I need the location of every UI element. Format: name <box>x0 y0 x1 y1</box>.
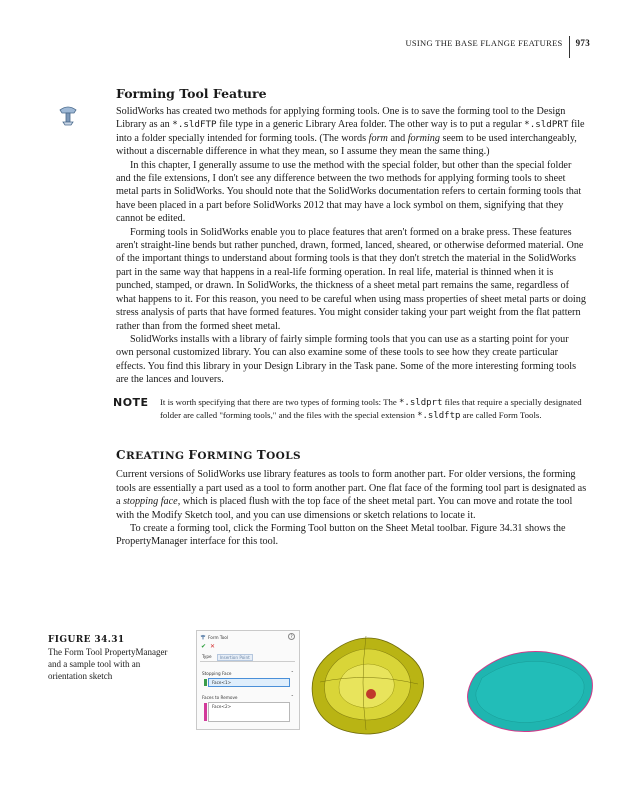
paragraph: In this chapter, I generally assume to use the method with the special folder, but other than the special folder and the file extensions, I don't see any difference between the two methods for applying forming tools to sheet metal parts in SolidWorks. You should note that the SolidWorks documentation refers to certain forming tools that have been placed in a part before SolidWorks 2012 that may have a lock symbol on them, signifying that they cannot be edited. <box>116 159 582 225</box>
note-text <box>116 396 588 423</box>
orientation-marker <box>366 689 376 699</box>
figure-illustration <box>300 622 600 742</box>
pm-tabs <box>200 654 295 662</box>
title-cap: F <box>188 448 198 463</box>
stopping-face-value: Face<1> <box>212 680 232 685</box>
form-tool-icon <box>200 634 206 640</box>
text-run: are called Form Tools. <box>460 409 542 420</box>
faces-remove-group <box>202 695 294 700</box>
pm-title: Form Tool <box>208 634 229 640</box>
emphasis-text: form <box>368 132 388 144</box>
stopping-face-label: Stopping Face <box>202 671 232 676</box>
figure-caption-text: The Form Tool PropertyManager and a sample tool with an orientation sketch <box>48 647 168 681</box>
text-run: files that require a specially designated folder are called "forming tools," and the files with the special extension <box>160 396 582 420</box>
figure-caption <box>48 634 168 682</box>
ok-button[interactable]: ✔ <box>201 643 207 650</box>
chevron-up-icon[interactable]: ⌃ <box>290 670 294 675</box>
code-text: *.sldPRT <box>524 119 569 131</box>
forming-tool-icon <box>58 104 78 126</box>
subsection-title <box>116 448 588 462</box>
main-content <box>113 86 588 549</box>
help-icon[interactable]: ? <box>288 633 295 640</box>
tab-type[interactable]: Type <box>202 654 212 659</box>
code-text: *.sldprt <box>399 397 443 408</box>
figure-number: FIGURE 34.31 <box>48 635 125 645</box>
title-cap: T <box>256 448 267 463</box>
running-head-title: USING THE BASE FLANGE FEATURES <box>405 38 563 48</box>
paragraph: Forming tools in SolidWorks enable you to place features that aren't formed on a brake press. These features aren't straight-line bends but rather punched, drawn, formed, lanced, sheared, or otherwise deformed material. One of the important things to understand about forming tools is that they don't stretch the material in the SolidWorks part in the same way that happens in a real-life forming operation. In real life, material is thinned when it is punched, stamped, or drawn. In SolidWorks, the thickness of a sheet metal part remains the same, regardless of what happens to it. For this reason, you need to be careful when using mass properties of sheet metal parts or doing stress analysis of parts that have formed features. You might consider taking your part weight from the flat pattern rather than from the formed sheet metal. <box>116 226 586 332</box>
paragraph: SolidWorks installs with a library of fairly simple forming tools that you can use as a starting point for your own personal customized library. You can also examine some of these tools to see how they create particular effects. You find this library in your Design Library in the Task pane. Some of the more interesting forming tools are the lances and louvers. <box>116 333 577 386</box>
paragraph <box>116 105 588 159</box>
stopping-face-field[interactable] <box>208 678 290 687</box>
paragraph: To create a forming tool, click the Forming Tool button on the Sheet Metal toolbar. Figure 34.31 shows the PropertyManager interface for this tool. <box>116 522 566 548</box>
running-head <box>405 36 590 58</box>
forming-tool-model <box>312 636 423 734</box>
form-tool-propertymanager <box>196 630 300 730</box>
text-run: seem to be used interchangeably, without a discernable difference in what they mean, so I assume they mean the same thing.) <box>116 132 577 158</box>
text-run: It is worth specifying that there are two types of forming tools: The <box>160 396 400 407</box>
stopping-face-group <box>202 671 294 676</box>
chevron-up-icon[interactable]: ⌃ <box>290 694 294 699</box>
text-run: and <box>387 132 408 144</box>
title-smallcaps: REATING <box>125 450 189 463</box>
text-run: file into a folder specially intended for forming tools. (The words <box>116 119 585 144</box>
section-title: Forming Tool Feature <box>116 86 267 101</box>
faces-remove-label: Faces to Remove <box>202 695 238 700</box>
emphasis-text: stopping face <box>123 496 178 508</box>
code-text: *.sldFTP <box>172 119 217 131</box>
emphasis-text: forming <box>407 132 440 144</box>
note-label: NOTE <box>113 395 149 409</box>
pm-actions <box>201 643 215 650</box>
faces-remove-value: Face<2> <box>212 704 232 709</box>
text-run: SolidWorks has created two methods for applying forming tools. One is to save the forming tool to the Design Library as an <box>116 106 566 131</box>
faces-remove-field[interactable] <box>208 702 290 722</box>
cancel-button[interactable]: ✕ <box>210 643 216 650</box>
running-head-divider <box>569 36 570 58</box>
title-cap: C <box>116 448 126 463</box>
page-number: 973 <box>575 38 590 48</box>
title-smallcaps: ORMING <box>197 450 257 463</box>
title-smallcaps: OOLS <box>266 450 301 463</box>
code-text: *.sldftp <box>417 410 461 421</box>
face-color-swatch <box>204 703 207 721</box>
flat-sheet-model <box>468 651 593 731</box>
text-run: file type in a generic Library Area folder. The other way is to put a regular <box>216 119 525 131</box>
text-run: , which is placed flush with the top face of the sheet metal part. You can move and rotate the tool with the Modify Sketch tool, and you can use dimensions or sketch relations to locate it. <box>116 496 573 521</box>
paragraph <box>116 468 588 522</box>
text-run: Current versions of SolidWorks use library features as tools to form another part. For older versions, the forming tools are essentially a part used as a tool to form another part. One flat face of the forming tool part is designated as a <box>116 469 587 508</box>
tab-insertion-point[interactable]: Insertion Point <box>217 654 253 661</box>
face-color-swatch <box>204 679 207 686</box>
note-box <box>113 395 588 423</box>
pm-header <box>200 634 228 640</box>
